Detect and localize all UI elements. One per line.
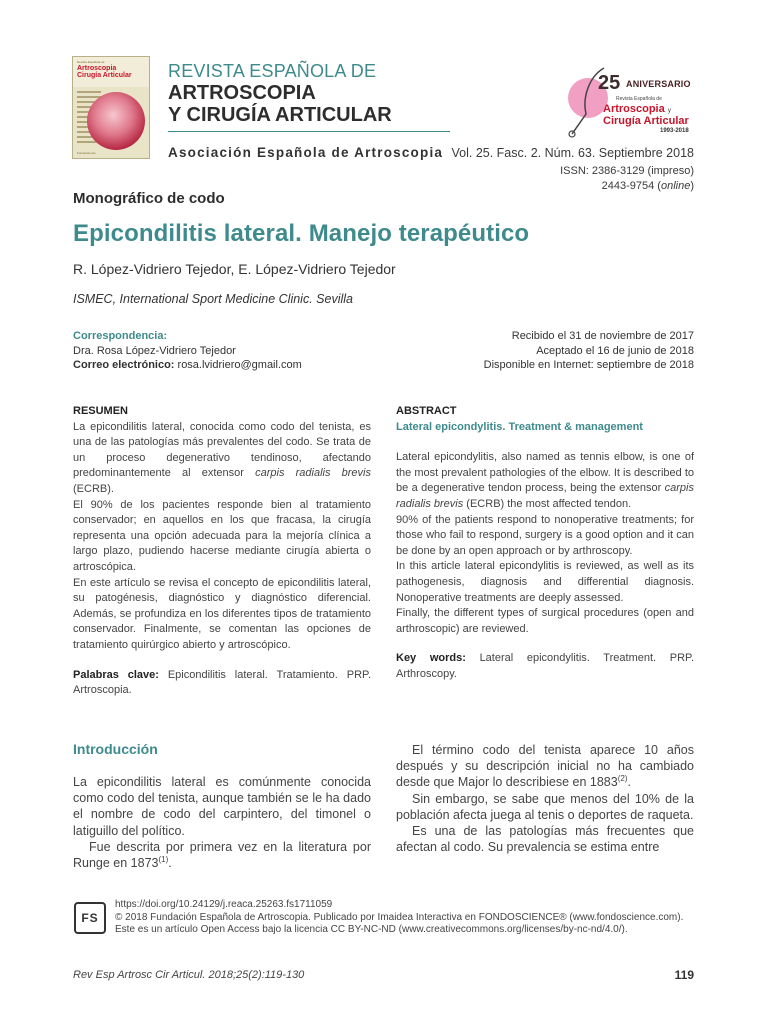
- journal-title-line3: Y CIRUGÍA ARTICULAR: [168, 104, 392, 126]
- header-divider: [168, 131, 450, 132]
- abstract-paragraph-3: In this article lateral epicondylitis is reviewed, as well as its pathogenesis, diagnosis and differential diagnosis. Nonoperative treatments are deeply assessed.: [396, 560, 694, 604]
- correspondence-name: Dra. Rosa López-Vidriero Tejedor: [73, 344, 236, 357]
- issn-print: ISSN: 2386-3129 (impreso): [560, 165, 694, 177]
- abstract-keywords: Key words: Lateral epicondylitis. Treatment. PRP. Arthroscopy.: [396, 652, 694, 680]
- intro-right-column: [396, 742, 694, 855]
- correspondence-email-line: Correo electrónico: rosa.lvidriero@gmail.com: [73, 359, 302, 371]
- intro-paragraph-2: Fue descrita por primera vez en la literatura por Runge en 1873$^{(1)}$.: [73, 839, 371, 871]
- copyright-text: © 2018 Fundación Española de Artroscopia. Publicado por Imaidea Interactiva en FONDOSCIENCE® (www.fondoscience.com).: [115, 911, 684, 923]
- abstract-paragraph-2: 90% of the patients respond to nonoperative treatments; for those who fail to respond, surgery is a good option and it can be done by an open approach or by arthroscopy.: [396, 513, 694, 557]
- intro-paragraph-1: La epicondilitis lateral es comúnmente conocida como codo del tenista, aunque también se le ha dado el nombre de codo del carpintero, del timonel o latiguillo del político.: [73, 775, 371, 838]
- license-block: [115, 899, 683, 937]
- reference-2[interactable]: (2): [617, 774, 628, 784]
- anniversary-name1: Artroscopia y: [603, 103, 671, 115]
- society-name: Asociación Española de Artroscopia: [168, 145, 444, 160]
- cover-image: [87, 92, 145, 150]
- doi-link[interactable]: https://doi.org/10.24129/j.reaca.25263.fs1711059: [115, 899, 333, 910]
- intro-left-column: [73, 774, 371, 871]
- abstract-subtitle: Lateral epicondylitis. Treatment & management: [396, 420, 643, 433]
- date-received: Recibido el 31 de noviembre de 2017: [511, 330, 694, 342]
- resumen-heading: RESUMEN: [73, 405, 129, 417]
- resumen-section: [73, 404, 371, 699]
- issue-volume: Vol. 25. Fasc. 2. Núm. 63. Septiembre 2018: [451, 146, 694, 160]
- reference-1[interactable]: (1): [158, 854, 169, 864]
- correspondence-email[interactable]: rosa.lvidriero@gmail.com: [177, 359, 302, 371]
- abstract-paragraph-1: Lateral epicondylitis, also named as tennis elbow, is one of the most prevalent pathologies of the elbow. It is described to be a degenerative tendon process, being the extensor carpis radialis brevis (ECRB) the most affected tendon.: [396, 451, 694, 510]
- cover-publisher: Fondoscience: [77, 151, 96, 155]
- resumen-paragraph-3: En este artículo se revisa el concepto de epicondilitis lateral, su patogénesis, diagnóstico y diagnóstico diferencial. Además, se profundiza en los diferentes tipos de tratamiento conservador. Finalmente, se comentan las opciones de tratamiento quirúrgico abierto y artroscópico.: [73, 576, 371, 651]
- anniversary-label: ANIVERSARIO: [626, 79, 691, 89]
- anniversary-small-text: Revista Española de: [616, 96, 662, 102]
- cover-title-line2: Cirugía Articular: [77, 72, 132, 79]
- article-affiliation: ISMEC, International Sport Medicine Clinic. Sevilla: [73, 292, 353, 306]
- resumen-paragraph-2: El 90% de los pacientes responde bien al tratamiento conservador; en aquellos en los que fracasa, la cirugía representa una opción adecuada para la mejoría clínica a largo plazo, pudiendo hacerse mediante cirugía abierta o artroscópica.: [73, 498, 371, 573]
- fondoscience-logo: FS: [74, 902, 106, 934]
- open-access-text: Este es un artículo Open Access bajo la licencia CC BY-NC-ND (www.creativecommons.org/licenses/by-nc-nd/4.0/).: [115, 924, 628, 935]
- anniversary-years: 1993-2018: [660, 128, 689, 134]
- cover-top-text: Revista Española de: [77, 60, 105, 64]
- section-label: Monográfico de codo: [73, 190, 225, 207]
- article-title: Epicondilitis lateral. Manejo terapéutico: [73, 220, 530, 247]
- intro-paragraph-3: El término codo del tenista aparece 10 años después y su descripción inicial no ha cambiado desde que Major lo describiese en 1883$^{(2)}$.: [396, 743, 694, 790]
- resumen-paragraph-1: La epicondilitis lateral, conocida como codo del tenista, es una de las patologías más prevalentes del codo. Se trata de un proceso degenerativo tendinoso, afectando predominantemente al extensor carpis radialis brevis (ECRB).: [73, 420, 371, 495]
- date-accepted: Aceptado el 16 de junio de 2018: [536, 344, 694, 357]
- anniversary-connector: y: [667, 108, 671, 114]
- intro-paragraph-5: Es una de las patologías más frecuentes que afectan al codo. Su prevalencia se estima entre: [396, 824, 694, 855]
- correspondence-block: [73, 329, 302, 373]
- date-available: Disponible en Internet: septiembre de 2018: [483, 359, 694, 371]
- abstract-paragraph-4: Finally, the different types of surgical procedures (open and arthroscopic) are reviewed.: [396, 607, 694, 635]
- article-authors: R. López-Vidriero Tejedor, E. López-Vidriero Tejedor: [73, 261, 396, 277]
- abstract-heading: ABSTRACT: [396, 405, 457, 417]
- journal-cover-thumbnail: [72, 56, 150, 159]
- anniversary-logo: [560, 56, 700, 140]
- journal-title-line1: REVISTA ESPAÑOLA DE: [168, 61, 377, 81]
- journal-title-line2: ARTROSCOPIA: [168, 82, 316, 104]
- introduction-heading: Introducción: [73, 741, 158, 757]
- anniversary-number: 25: [598, 72, 621, 94]
- citation-footer: Rev Esp Artrosc Cir Articul. 2018;25(2):119-130: [73, 969, 305, 981]
- cover-title-line1: Artroscopia: [77, 65, 117, 72]
- anniversary-name2: Cirugía Articular: [603, 115, 689, 127]
- abstract-section: [396, 404, 694, 683]
- intro-paragraph-4: Sin embargo, se sabe que menos del 10% de la población afecta juega al tenis o deportes de raqueta.: [396, 791, 694, 822]
- issn-online: 2443-9754 (online): [601, 180, 694, 192]
- article-dates: [484, 329, 694, 373]
- correspondence-label: Correspondencia:: [73, 330, 168, 342]
- page-number: 119: [674, 968, 694, 982]
- resumen-keywords: Palabras clave: Epicondilitis lateral. Tratamiento. PRP. Artroscopia.: [73, 668, 371, 697]
